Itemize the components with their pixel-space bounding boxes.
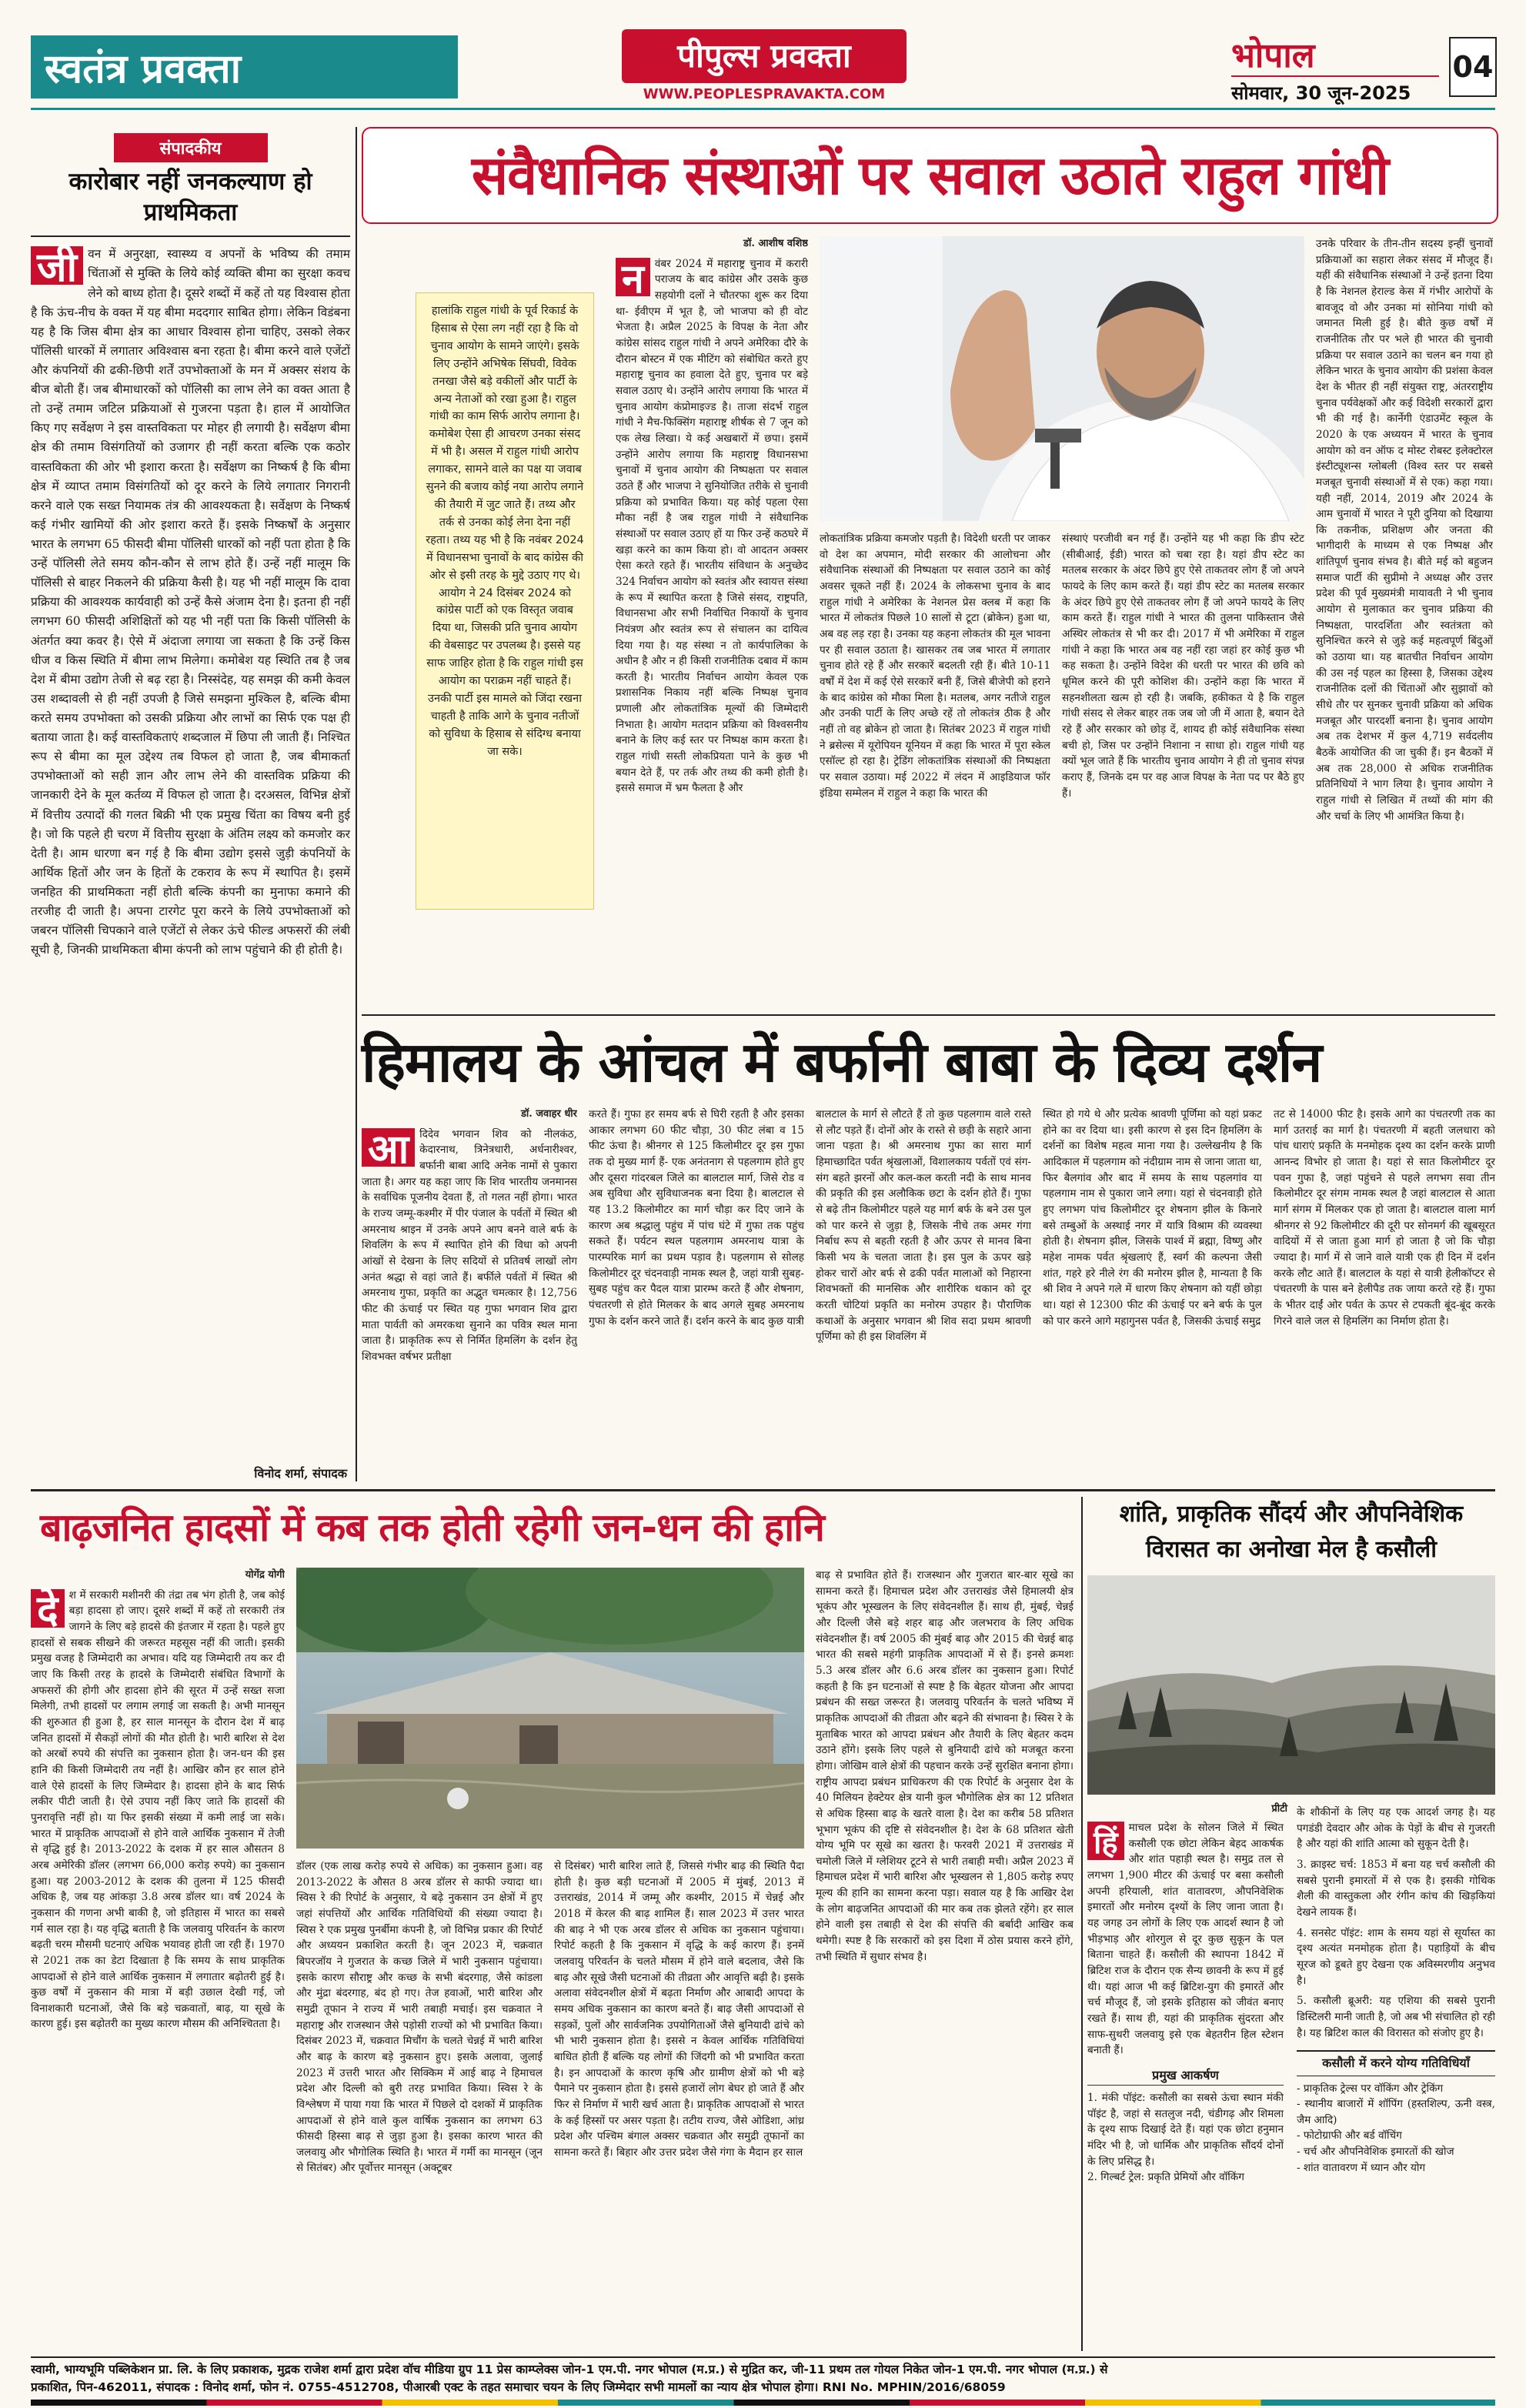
flood-col-4-text: बाढ़ से प्रभावित होते हैं। राजस्थान और गुजरात बार-बार सूखे का सामना करते हैं। हिमाचल प्रदेश और उत्तराखंड जैसे हिमालयी क्षेत्र भूकंप और भूस्खलन के लिए संवेदनशील हैं। साथ ही, मुंबई, चेन्नई और दिल्ली जैसे बड़े शहर बाढ़ और जलभराव के लिए अधिक संवेदनशील हैं। वर्ष 2005 की मुंबई बाढ़ और 2015 की चेन्नई बाढ़ भारत की सबसे महंगी प्राकृतिक आपदाओं में से हैं। इनसे क्रमशः 5.3 अरब डॉलर और 6.6 अरब डॉलर का नुकसान हुआ। रिपोर्ट कहती है कि इन घटनाओं से स्पष्ट है कि बेहतर योजना और आपदा प्रबंधन की सख्त जरूरत है। जलवायु परिवर्तन के चलते भविष्य में प्राकृतिक आपदाओं की तीव्रता और बढ़ने की संभावना है। स्विस रे के मुताबिक भारत को आपदा प्रबंधन और तैयारी के लिए बेहतर कदम उठाने होंगे। इसके लिए पहले से बुनियादी ढांचे को मजबूत करना होगा। जोखिम वाले क्षेत्रों की पहचान करके उन्हें सुरक्षित बनाना होगा। राष्ट्रीय आपदा प्रबंधन प्राधिकरण की एक रिपोर्ट के अनुसार देश के 40 मिलियन हेक्टेयर क्षेत्र यानी कुल भौगोलिक क्षेत्र का 12 प्रतिशत से अधिक हिस्सा बाढ़ के खतरे वाला है। देश का करीब 58 प्रतिशत भूभाग भूकंप की दृष्टि से संवेदनशील है। देश के 68 प्रतिशत खेती योग्य भूमि पर सूखे का खतरा है। फरवरी 2021 में उत्तराखंड में चमोली जिले में ग्लेशियर टूटने से भारी तबाही मची। अप्रैल 2023 में हिमाचल प्रदेश में भारी बारिश और भूस्खलन से 1,805 करोड़ रुपए मूल्य की हानि का सामना करना पड़ा। सवाल यह है कि आखिर देश के लोग बाढ़जनित आपदाओं की मार कब तक झेलते रहेंगे। हर साल होने वाली इस तबाही से देश की संपत्ति की बर्बादी आखिर कब थमेगी। स्पष्ट है कि सरकारों को इस दिशा में ठोस प्रयास करने होंगे, तभी स्थिति में सुधार संभव है।: [816, 1569, 1074, 1963]
paper-logo: [622, 29, 907, 83]
kasauli-headline-1: शांति, प्राकृतिक सौंदर्य और औपनिवेशिक: [1119, 1501, 1464, 1528]
kasauli-attraction-2: 2. गिल्बर्ट ट्रेल: प्रकृति प्रेमियों और वॉकिंग: [1087, 2171, 1244, 2184]
rahul-col-1-text: वंबर 2024 में महाराष्ट्र चुनाव में करारी पराजय के बाद कांग्रेस और उसके कुछ सहयोगी दलों ने चौतरफा शुरू कर दिया था- ईवीएम में भूत है, जो भाजपा को ही वोट भेजता है। अप्रैल 2025 के विपक्ष के नेता और कांग्रेस सांसद राहुल गांधी ने अपने अमेरिका दौरे के दौरान बोस्टन में एक मीटिंग को संबोधित करते हुए महाराष्ट्र चुनाव का हवाला देते हुए, चुनाव पर बड़े सवाल उठाए थे। उन्होंने आरोप लगाया कि भारत में चुनाव आयोग कंप्रोमाइज्ड है। ताजा संदर्भ राहुल गांधी ने मैच-फिक्सिंग महाराष्ट्र शीर्षक से 7 जून को एक लेख लिखा। ये कई अखबारों में छपा। इसमें उन्होंने आरोप लगाया कि महाराष्ट्र विधानसभा चुनावों में चुनाव आयोग की निष्पक्षता पर सवाल उठते हैं और भाजपा ने सुनियोजित तरीके से चुनावी प्रक्रिया को प्रभावित किया। यह कोई पहला ऐसा मौका नहीं है जब राहुल गांधी ने संवैधानिक संस्थाओं पर सवाल उठाए हों या फिर उन्हें कठघरे में खड़ा करने का काम किया हो। वो आदतन अक्सर ऐसा करते रहते हैं। भारतीय संविधान के अनुच्छेद 324 निर्वाचन आयोग को स्वतंत्र और स्वायत्त संस्था के रूप में स्थापित करता है जिसे संसद, राष्ट्रपति, विधानसभा और सभी निर्वाचित निकायों के चुनाव नियंत्रण और स्वतंत्र रूप से संचालन का दायित्व दिया गया है। यह संस्था न तो कार्यपालिका के अधीन है और न ही किसी राजनीतिक दबाव में काम करती है। भारतीय निर्वाचन आयोग केवल एक प्रशासनिक निकाय नहीं बल्कि निष्पक्ष चुनाव प्रणाली और लोकतांत्रिक मूल्यों की जिम्मेदारी निभाता है। आयोग मतदान प्रक्रिया को विश्वसनीय बनाने के लिए कई स्तर पर निष्पक्ष काम करता है। राहुल गांधी सस्ती लोकप्रियता पाने के कुछ भी बयान देते हैं, पर तर्क और तथ्य की कमी होती है। इससे समाज में भ्रम फैलता है और: [616, 257, 808, 795]
kasauli-col-2-intro: के शौकीनों के लिए यह एक आदर्श जगह है। यह पगडंडी देवदार और ओक के पेड़ों के बीच से गुजरती है और यहां की शांति आत्मा को सुकून देती है।: [1297, 1806, 1495, 1851]
rahul-col-1: [616, 236, 808, 1006]
rahul-col-3: [1062, 531, 1304, 1004]
imprint-line-1: स्वामी, भाग्यभूमि पब्लिकेशन प्रा. लि. के लिए प्रकाशक, मुद्रक राजेश शर्मा द्वारा प्रदेश वॉच मीडिया ग्रुप 11 प्रेस काम्प्लेक्स जोन-1 एम.पी. नगर भोपाल (म.प्र.) से मुद्रित कर, जी-11 प्रथम तल गोयल निकेत जोन-1 एम.पी. नगर भोपाल (म.प्र.) से: [31, 2363, 1108, 2376]
rahul-bottom-rule: [362, 1014, 1495, 1016]
himalaya-col-4: [1043, 1107, 1262, 1480]
kasauli-col-1: [1087, 1820, 1284, 2347]
rahul-col-4-text: उनके परिवार के तीन-तीन सदस्य इन्हीं चुनावों प्रक्रियाओं का सहारा लेकर संसद में मौजूद हैं। यहीं की संवैधानिक संस्थाओं ने उन्हें इतना दिया है कि नेशनल हेराल्ड केस में गंभीर आरोपों के बावजूद वो और उनका मां सोनिया गांधी को जमानत मिली हुई है। बीते कुछ वर्षों में राजनीतिक तौर पर भले ही भारत की चुनावी प्रक्रिया पर सवाल उठाने का चलन बन गया हो लेकिन भारत के चुनाव आयोग की प्रशंसा केवल देश के भीतर ही नहीं संयुक्त राष्ट्र, अंतरराष्ट्रीय चुनाव पर्यवेक्षकों और कई विदेशी सरकारों द्वारा भी की गई है। कार्नेगी एंडाउमेंट स्कूल के 2020 के एक अध्ययन में भारत के चुनाव आयोग को वन ऑफ द मोस्ट रोबस्ट इलेक्टोरल इंस्टीट्यूशन्स ग्लोबली (विश्व स्तर पर सबसे मजबूत चुनावी संस्थाओं में से एक) कहा गया। यही नहीं, 2014, 2019 और 2024 के आम चुनावों में भारत ने पूरी दुनिया को दिखाया कि तकनीक, प्रशिक्षण और जनता की भागीदारी के माध्यम से एक निष्पक्ष और शांतिपूर्ण चुनाव संभव है। बीते मई को बहुजन समाज पार्टी की सुप्रीमो ने अध्यक्ष और उत्तर प्रदेश की पूर्व मुख्यमंत्री मायावती ने भी चुनाव आयोग से मुलाकात कर चुनाव प्रक्रिया की निष्पक्षता, पारदर्शिता और स्वतंत्रता को सुनिश्चित करने से जुड़े कई महत्वपूर्ण बिंदुओं को उठाया था। यह बातचीत निर्वाचन आयोग की उस नई पहल का हिस्सा है, जिसका उद्देश्य राजनीतिक दलों की चिंताओं और सुझावों को सीधे तौर पर सुनकर चुनावी प्रक्रिया को अधिक मजबूत और पारदर्शी बनाना है। चुनाव आयोग अब तक देशभर में कुल 4,719 सर्वदलीय बैठकें आयोजित की जा चुकी हैं। इन बैठकों में अब तक 28,000 से अधिक राजनीतिक प्रतिनिधियों ने भाग लिया है। चुनाव आयोग ने राहुल गांधी से लिखित में तथ्यों की मांग की और चर्चा के लिए भी आमंत्रित किया है।: [1316, 238, 1493, 823]
kasauli-activity-1: - प्राकृतिक ट्रेल्स पर वॉकिंग और ट्रेकिंग: [1297, 2082, 1444, 2095]
himalaya-byline: डॉ. जवाहर धीर: [520, 1108, 577, 1120]
flood-col-1-text: श में सरकारी मशीनरी की तंद्रा तब भंग होती है, जब कोई बड़ा हादसा हो जाए। दूसरे शब्दों में कहें तो सरकारी तंत्र जागने के लिए बड़े हादसे की इंतजार में रहता है। पहले हुए हादसों से सबक सीखने की जरूरत महसूस नहीं की जाती। इसकी प्रमुख वजह है जिम्मेदारी का अभाव। यदि यह जिम्मेदारी तय कर दी जाए कि किसी तरह के हादसे के जिम्मेदारी संबंधित विभागों के अफसरों की होगी और हादसा होने की सूरत में उन्हें सख्त सजा मिलेगी, तभी हादसों पर लगाम लगाई जा सकती है। अभी मानसून की शुरुआत ही हुआ है, हर साल मानसून के दौरान देश में बाढ़ जनित हादसों में सैकड़ों लोगों की मौत होती है। भारी बारिश से देश को अरबों रुपये की संपत्ति का नुकसान होता है। जन-धन की इस हानि की किसी जिम्मेदारी तय नहीं है। आखिर कौन हर साल होने वाले ऐसे हादसों के लिए जिम्मेदार है। हादसा होने के बाद सिर्फ लकीर पीटी जाती है। ऐसे उपाय नहीं किए जाते कि हादसों की पुनरावृत्ति नहीं हो। या फिर इसकी संख्या में कमी लाई जा सके। भारत में प्राकृतिक आपदाओं से होने वाले आर्थिक नुकसान में तेजी से वृद्धि हुई है। 2013-2022 के दशक में हर साल औसतन 8 अरब अमेरिकी डॉलर (लगभग 66,000 करोड़ रुपये) का नुकसान हुआ। यह 2003-2012 के दशक की तुलना में 125 फीसदी अधिक है, जब यह आंकड़ा 3.8 अरब डॉलर था। वर्ष 2024 के नुकसान की गणना अभी बाकी है, जो इतिहास में भारत का सबसे गर्म साल रहा है। यह वृद्धि बताती है कि जलवायु परिवर्तन के कारण बढ़ती चरम मौसमी घटनाएं अधिक भयावह होती जा रही हैं। 1970 से 2021 तक का डेटा दिखाता है कि समय के साथ प्राकृतिक आपदाओं से होने वाले आर्थिक नुकसान में लगातार बढ़ोतरी हुई है। कुछ वर्षों में नुकसान की मात्रा में बड़ी उछाल देखी गई, जो विनाशकारी घटनाओं, जैसे कि बड़े चक्रवातों, बाढ़, या सूखे के कारण हुई। इस बढ़ोतरी का मुख्य कारण मौसम की अनिश्चितता है।: [31, 1588, 285, 2031]
rahul-pullquote-text: हालांकि राहुल गांधी के पूर्व रिकार्ड के हिसाब से ऐसा लग नहीं रहा है कि वो चुनाव आयोग के सामने जाएंगे। इसके लिए उन्होंने अभिषेक सिंघवी, विवेक तनखा जैसे बड़े वकीलों और पार्टी के अन्य नेताओं को रखा हुआ है। राहुल गांधी का काम सिर्फ आरोप लगाना है। कमोबेश ऐसा ही आचरण उनका संसद में भी है। असल में राहुल गांधी आरोप लगाकर, सामने वाले का पक्ष या जवाब सुनने की बजाय कोई नया आरोप लगाने की तैयारी में जुट जाते हैं। तथ्य और तर्क से उनका कोई लेना देना नहीं रहता। तथ्य यह भी है कि नवंबर 2024 में विधानसभा चुनावों के बाद कांग्रेस की ओर से इसी तरह के मुद्दे उठाए गए थे। आयोग ने 24 दिसंबर 2024 को कांग्रेस पार्टी को एक विस्तृत जवाब दिया था, जिसकी प्रति चुनाव आयोग की वेबसाइट पर उपलब्ध है। इससे यह साफ जाहिर होता है कि राहुल गांधी इस आयोग का पराक्रम नहीं चाहते हैं। उनकी पार्टी इस मामले को जिंदा रखना चाहती है ताकि आगे के चुनाव नतीजों को सुविधा के हिसाब से संदिग्ध बनाया जा सके।: [426, 305, 584, 758]
lower-section-rule: [31, 1489, 1495, 1491]
kasauli-photo: [1087, 1575, 1495, 1795]
kasauli-attraction-1: 1. मंकी पॉइंट: कसौली का सबसे ऊंचा स्थान मंकी पॉइंट है, जहां से सतलुज नदी, चंडीगढ़ और शिमला के दृश्य साफ दिखाई देते हैं। यहां एक छोटा हनुमान मंदिर भी है, जो धार्मिक और प्राकृतिक सौंदर्य दोनों के लिए प्रसिद्ध है।: [1087, 2092, 1284, 2168]
masthead-rule: [31, 108, 1495, 110]
page-number: 04: [1452, 50, 1494, 84]
rahul-col-2-text: लोकतांत्रिक प्रक्रिया कमजोर पड़ती है। विदेशी धरती पर जाकर वो देश का अपमान, मोदी सरकार की आलोचना और संवैधानिक संस्थाओं की निष्पक्षता पर सवाल उठाने का कोई अवसर चूकते नहीं हैं। 2024 के लोकसभा चुनाव के बाद राहुल गांधी ने अमेरिका के नेशनल प्रेस क्लब में कहा कि भारत में लोकतंत्र पिछले 10 सालों से टूटा (ब्रोकेन) हुआ था, अब वह लड़ रहा है। उनका यह कहना लोकतंत्र की मूल भावना पर ही सवाल उठाता है। खासकर तब जब भारत में लगातार चुनाव होते रहे हैं और सरकारें बदलती रही हैं। बीते 10-11 वर्षों में देश में कई ऐसे सरकारें बनी हैं, जिसे बीजेपी को हराने के बाद कांग्रेस को मौका मिला है। मतलब, अगर नतीजे राहुल और उनकी पार्टी के लिए अच्छे रहें तो लोकतंत्र ठीक है और नहीं तो वह ब्रोकेन हो जाता है। सितंबर 2023 में राहुल गांधी ने ब्रसेल्स में यूरोपियन यूनियन में कहा कि भारत में पूरा स्केल एसॉल्ट हो रहा है। ट्रेडिंग लोकतांत्रिक संस्थाओं की निष्पक्षता पर सवाल उठाया। मई 2022 में लंदन में आइडियाज फॉर इंडिया सम्मेलन में राहुल ने कहा कि भारत की: [820, 533, 1050, 800]
imprint-line-2: प्रकाशित, पिन-462011, संपादक : विनोद शर्मा, फोन नं. 0755-4512708, पीआरबी एक्ट के तहत समाचार चयन के लिए जिम्मेदार सभी मामलों का न्याय क्षेत्र भोपाल होगा। RNI No. MPHIN/2016/68059: [31, 2380, 1006, 2395]
flood-col-2: [296, 1859, 543, 2345]
footer-rule: [31, 2356, 1495, 2358]
imprint-line: [31, 2361, 1495, 2397]
kasauli-item-5: 5. कसौली ब्रूअरी: यह एशिया की सबसे पुरानी डिस्टिलरी मानी जाती है, जो अब भी संचालित हो रही है। यह ब्रिटिश काल की विरासत को संजोए हुए है।: [1297, 1995, 1495, 2039]
himalaya-article: [362, 1024, 1495, 1485]
rahul-article: [362, 127, 1495, 1012]
editorial-divider: [356, 127, 357, 1481]
kasauli-activity-3: - फोटोग्राफी और बर्ड वॉचिंग: [1297, 2129, 1402, 2142]
rahul-headline-box: [362, 127, 1498, 224]
left-brand-banner: [31, 35, 458, 99]
kasauli-dropcap: हिं: [1087, 1822, 1124, 1860]
editorial-dropcap: जी: [31, 246, 83, 285]
himalaya-col-1: [362, 1107, 577, 1480]
flood-dropcap: दे: [31, 1589, 65, 1628]
himalaya-col-5-text: तट से 14000 फीट है। इसके आगे का पंचतरणी तक का मार्ग उतराई का मार्ग है। पंचतरणी में बहती जलधारा को पांच धाराएं प्रकृति के मनमोहक दृश्य का दर्शन करके प्राणी आनन्द विभोर हो जाता है। यहां से सात किलोमीटर दूर पवन गुफा है, जहां पहुंचने से पहले लगभग सवा तीन किलोमीटर दूर संगम नामक स्थल है जहां बालटाल से आता मार्ग संगम में मिलकर एक हो जाता है। बालटाल वाला मार्ग श्रीनगर से 92 किलोमीटर की दूरी पर सोनमर्ग की खूबसूरत वादियों में से जाता हुआ मार्ग हो जाता है जो कि चौड़ा ज्यादा है। मार्ग में से जाने वाले यात्री एक ही दिन में दर्शन करके लौट आते हैं। बालटाल के यहां से यात्री हेलीकॉप्टर से पंचतरणी के पास बने हेलीपैड तक जाया करते रहे हैं। गुफा के भीतर दाईं ओर पर्वत के ऊपर से टपकती बूंद-बूंद करके गिरने वाले जल से हिमलिंग का निर्माण होता है।: [1274, 1108, 1495, 1328]
kasauli-headline-2: विरासत का अनोखा मेल है कसौली: [1146, 1536, 1437, 1563]
masthead: [0, 0, 1526, 112]
flood-article: [31, 1497, 1077, 2351]
himalaya-col-3-text: बालटाल के मार्ग से लौटते हैं तो कुछ पहलगाम वाले रास्ते से लौट पड़ते हैं। दोनों ओर के रास्ते से छड़ी के सहारे आना जाना पड़ता है। श्री अमरनाथ गुफा का सारा मार्ग हिमाच्छादित पर्वत श्रृंखलाओं, विशालकाय पर्वतों एवं संग-संग बहते झरनों और कल-कल करती नदी के साथ मानव की प्रकृति की इस अलौकिक छटा के दर्शन होते हैं। गुफा से बढ़े तीन किलोमीटर पहले यह मार्ग बर्फ के बने उस पुल को पार करने से जुड़ा है, जिसके नीचे तक अमर गंगा निर्बाध रूप से बहती रहती है और ऊपर से मानव बिना किसी भय के चलता जाता है। इस पुल के ऊपर खड़े होकर चारों ओर बर्फ से ढकी पर्वत मालाओं को निहारना शिवभक्तों की मानसिक और शारीरिक थकान को दूर करती चोटियां प्रकृति का मनोरम उपहार है। पौराणिक कथाओं के अनुसार भगवान श्री शिव सदा प्रथम श्रावणी पूर्णिमा को ही इस शिवलिंग में: [816, 1108, 1031, 1344]
himalaya-col-2-text: करते हैं। गुफा हर समय बर्फ से घिरी रहती है और इसका आकार लगभग 60 फीट चौड़ा, 30 फीट लंबा व 15 फीट ऊंचा है। श्रीनगर से 125 किलोमीटर दूर इस गुफा तक दो मुख्य मार्ग हैं- एक अनंतनाग से पहलगाम होते हुए और दूसरा गांदरबल जिले का बालटाल मार्ग, जिसे रोड व अब सुविधा और सुविधाजनक बना दिया है। बालटाल से यह 13.2 किलोमीटर का मार्ग चौड़ा कर दिए जाने के कारण अब श्रद्धालु पहुंच में पांच घंटे में गुफा तक पहुंच सकते हैं। पर्यटन स्थल पहलगाम अमरनाथ यात्रा के पारम्परिक मार्ग का प्रथम पड़ाव है। पहलगाम से सोलह किलोमीटर दूर चंदनवाड़ी नामक स्थल है, जहां यात्री सुबह-सुबह पहुंच कर पैदल यात्रा प्रारम्भ करते हैं और शेषनाग, पंचतरणी से होते मिलकर के बाद अगले सुबह अमरनाथ गुफा के दर्शन करने जाते हैं। दर्शन करने के बाद कुछ यात्री: [589, 1108, 804, 1328]
kasauli-attractions-heading: प्रमुख आकर्षण: [1087, 2066, 1284, 2086]
rahul-dropcap: न: [616, 258, 650, 296]
rahul-pullquote: [416, 292, 594, 910]
flood-col-2-text: डॉलर (एक लाख करोड़ रुपये से अधिक) का नुकसान हुआ। वह 2013-2022 के औसत 8 अरब डॉलर से काफी ज्यादा था। स्विस रे की रिपोर्ट के अनुसार, ये बढ़े नुकसान उन क्षेत्रों में हुए जहां संपत्तियों और आर्थिक गतिविधियों की संख्या ज्यादा है। स्विस रे एक प्रमुख पुनर्बीमा कंपनी है, जो विभिन्न प्रकार की रिपोर्ट और अध्ययन प्रकाशित करती है। जून 2023 में, चक्रवात बिपरजॉय ने गुजरात के कच्छ जिले में भारी नुकसान पहुंचाया। इसके कारण सौराष्ट्र और कच्छ के सभी बंदरगाह, जैसे कांडला और मुंद्रा बंदरगाह, बंद हो गए। तेज हवाओं, भारी बारिश और समुद्री तूफान ने राज्य में भारी तबाही मचाई। इस चक्रवात ने महाराष्ट्र और राजस्थान जैसे पड़ोसी राज्यों को भी प्रभावित किया। दिसंबर 2023 में, चक्रवात मिचौंग के चलते चेन्नई में भारी बारिश और बाढ़ के कारण बड़े नुकसान हुए। इसके अलावा, जुलाई 2023 में उत्तरी भारत और सिक्किम में आई बाढ़ ने हिमाचल प्रदेश और दिल्ली को बुरी तरह प्रभावित किया। स्विस रे के विश्लेषण में पाया गया कि भारत में पिछले दो दशकों में प्राकृतिक आपदाओं से होने वाले कुल वार्षिक नुकसान का लगभग 63 फीसदी हिस्सा बाढ़ से जुड़ा हुआ है। इसका कारण भारत की जलवायु और भौगोलिक स्थिति है। भारत में गर्मी का मानसून (जून से सितंबर) और पूर्वोत्तर मानसून (अक्टूबर: [296, 1860, 543, 2175]
rahul-photo-illustration: [820, 236, 1304, 521]
rahul-byline: डॉ. आशीष वशिष्ठ: [743, 238, 808, 249]
rahul-gandhi-photo: [820, 236, 1304, 521]
masthead-city-underline: [1231, 75, 1439, 77]
himalaya-col-4-text: स्थित हो गये थे और प्रत्येक श्रावणी पूर्णिमा को यहां प्रकट होने का वर दिया था। इसी कारण से इस दिन हिमलिंग के दर्शनों का विशेष महत्व माना गया है। उल्लेखनीय है कि आदिकाल में पहलगाम को नंदीग्राम नाम से जाना जाता था, फिर बैलगांव और बाद में समय के साथ पहलगांव या पहलगाम नाम से पुकारा जाने लगा। यहां से चंदनवाड़ी होते हुए लगभग पांच किलोमीटर दूर शेषनाग झील के किनारे बसे तम्बुओं के अस्थाई नगर में यात्रि विश्राम की व्यवस्था होती है। शेषनाग झील, जिसके पार्श्व में ब्रह्मा, विष्णु और महेश नामक पर्वत श्रृंखलाएं हैं, स्वर्ग की कल्पना जैसी शांत, गहरे हरे नीले रंग की मनोरम झील है, मान्यता है कि श्री शिव ने अपने गले में धारण किए शेषनाग को यहीं छोड़ा था। यहां से 12300 फीट की ऊंचाई पर बने बर्फ के पुल को पार करने आगे महागुनस पर्वत है, जिसकी ऊंचाई समुद्र: [1043, 1108, 1262, 1328]
editorial-badge: संपादकीय: [114, 133, 268, 162]
rahul-col-3-text: संस्थाएं परजीवी बन गई हैं। उन्होंने यह भी कहा कि डीप स्टेट (सीबीआई, ईडी) भारत को चबा रहा है। यहां डीप स्टेट का मतलब सरकार के अंदर छिपे हुए ऐसे ताकतवर लोग हैं जो अपने फायदे के लिए काम करते हैं। यहां डीप स्टेट का मतलब सरकार के अंदर छिपे हुए ऐसे ताकतवर लोग हैं जो अपने फायदे के लिए काम करते हैं। राहुल गांधी ने भारत की तुलना पाकिस्तान जैसे अस्थिर लोकतंत्र से भी कर दी। 2017 में भी अमेरिका में राहुल गांधी ने कहा कि भारत अब वह नहीं रहा जहां हर कोई कुछ भी कह सकता है। उन्होंने विदेश की धरती पर भारत की छवि को धूमिल करने की पूरी कोशिश की। उन्होंने कहा कि भारत में सहनशीलता खत्म हो रही है। जबकि, हकीकत ये है कि राहुल गांधी संसद से लेकर बाहर तक जब जो जी में आता है, बयान देते रहे हैं और सरकार को छोड़ दें, शायद ही कोई संवैधानिक संस्था बची हो, जिस पर उन्होंने निशाना न साधा हो। राहुल गांधी यह क्यों भूल जाते हैं कि भारतीय चुनाव आयोग ने ही तो चुनाव संपन्न कराए हैं, जिनके दम पर वह आज विपक्ष के नेता पद पर बैठे हुए हैं।: [1062, 533, 1304, 800]
kasauli-col-1-text: माचल प्रदेश के सोलन जिले में स्थित कसौली एक छोटा लेकिन बेहद आकर्षक और शांत पहाड़ी स्थल है। समुद्र तल से लगभग 1,900 मीटर की ऊंचाई पर बसा कसौली अपनी हरियाली, शांत वातावरण, औपनिवेशिक इमारतों और मनोरम दृश्यों के लिए जाना जाता है। यह जगह उन लोगों के लिए एक आदर्श स्थान है जो भीड़भाड़ और शोरगुल से दूर कुछ सुकून के पल बिताना चाहते हैं। कसौली की स्थापना 1842 में ब्रिटिश राज के दौरान एक सैन्य छावनी के रूप में हुई थी। यहां आज भी कई ब्रिटिश-युग की इमारतें और चर्च मौजूद हैं, जो इसके इतिहास को जीवंत बनाए रखते हैं। साथ ही, यहां की प्राकृतिक सुंदरता और साफ-सुथरी जलवायु इसे एक बेहतरीन हिल स्टेशन बनाती हैं।: [1087, 1822, 1284, 2057]
kasauli-photo-illustration: [1087, 1575, 1495, 1795]
kasauli-item-3: 3. क्राइस्ट चर्च: 1853 में बना यह चर्च कसौली की सबसे पुरानी इमारतों में से एक है। इसकी गोथिक शैली की वास्तुकला और रंगीन कांच की खिड़कियां देखने लायक हैं।: [1297, 1858, 1495, 1919]
flood-photo: [296, 1568, 804, 1849]
kasauli-col-2: [1297, 1805, 1495, 2347]
kasauli-item-4: 4. सनसेट पॉइंट: शाम के समय यहां से सूर्यास्त का दृश्य अत्यंत मनमोहक होता है। पहाड़ियों के बीच सूरज को डूबते हुए देखना एक अविस्मरणीय अनुभव है।: [1297, 1926, 1495, 1987]
himalaya-col-2: [589, 1107, 804, 1480]
editorial-text: वन में अनुरक्षा, स्वास्थ्य व अपनों के भविष्य की तमाम चिंताओं से मुक्ति के लिये कोई व्यक्ति बीमा का सुरक्षा कवच लेने को बाध्य होता है। दूसरे शब्दों में कहें तो यह विश्वास होता है कि ऊंच-नीच के वक्त में यह बीमा मददगार साबित होगा। लेकिन विडंबना यह है कि जिस बीमा क्षेत्र का आधार विश्वास होना चाहिए, उसको लेकर पॉलिसी धारकों में लगातार अविश्वास बना रहता है। बीमा करने वाले एजेंटों और कंपनियों की ढकी-छिपी शर्तें उपभोक्ताओं के मन में अक्सर संशय के बीज बोती हैं। जब बीमाधारकों को पॉलिसी का लाभ लेने का वक्त आता है तो उन्हें तमाम जटिल प्रक्रियाओं से गुजरना पड़ता है। हाल में आयोजित किए गए सर्वेक्षण ने इस वास्तविकता पर मोहर ही लगायी है। सर्वेक्षण बीमा क्षेत्र की तमाम विसंगतियों को उजागर ही नहीं करता बल्कि एक कठोर वास्तविकता की ओर भी इशारा करता है। सर्वेक्षण का निष्कर्ष है कि बीमा क्षेत्र में व्याप्त तमाम विसंगतियों को दूर करने के लिये लगातार निगरानी करने वाले एक सख्त नियामक तंत्र की आवश्यकता है। सर्वेक्षण के निष्कर्ष कई गंभीर खामियों की ओर इशारा करते हैं। इसके निष्कर्षों के अनुसार भारत के लगभग 65 फीसदी बीमा पॉलिसी धारकों को नहीं पता होता है कि उन्हें पॉलिसी लेते समय कौन-कौन से लाभ होते हैं। उन्हें नहीं मालूम कि पॉलिसी से बाहर निकलने की प्रक्रिया कैसी है। यह भी नहीं मालूम कि दावा प्रक्रिया की आवश्यक कार्यवाही को उन्हें कैसे अंजाम देना है। इतना ही नहीं लगभग 60 फीसदी अशिक्षितों को यह भी नहीं पता कि किसी पॉलिसी के अंतर्गत क्या कवर है। ऐसे में अंदाजा लगाया जा सकता है कि उन्हें किस धीज व किस स्थिति में बीमा लाभ मिलेगा। कमोबेश यह स्थिति तब है जब देश में बीमा उद्योग तेजी से बढ़ रहा है। निस्संदेह, यह समझ की कमी केवल उस शब्दावली से ही नहीं उपजी है जिसे समझना मुश्किल है, बल्कि बीमा करते समय उपभोक्ता को उसकी प्रक्रिया और लाभों का सिर्फ एक पक्ष ही बताया जाता है। कई वास्तविकताएं शब्दजाल में छिपा ली जाती हैं। निश्चित रूप से बीमा का मूल उद्देश्य तब विफल हो जाता है, जब बीमाकर्ता उपभोक्ताओं को सही ज्ञान और लाभ लेने की वास्तविक प्रक्रिया की जानकारी देने के मूल कर्तव्य में विफल हो जाता है। दरअसल, विभिन्न क्षेत्रों में वित्तीय उत्पादों की गलत बिक्री भी एक प्रमुख चिंता का विषय बनी हुई है। जो कि पहले ही चरण में वित्तीय सुरक्षा के अंतिम लक्ष्य को कमजोर कर देती है। आम धारणा बन गई है कि बीमा उद्योग इससे जुड़ी कंपनियों के आर्थिक हितों और जन के हितों के टकराव के रूप में स्थापित है। इसमें जनहित की प्राथमिकता नहीं होती बल्कि कंपनी का मुनाफा कमाने की तरजीह दी जाती है। अपना टारगेट पूरा करने के लिये उपभोक्ताओं को जबरन पॉलिसी चिपकाने वाले एजेंटों से लेकर ऊंचे फील्ड अफसरों की लंबी सूची है, जिनकी प्राथमिकता बीमा कंपनी को लाभ पहुंचाने की ही होती है।: [31, 247, 350, 957]
paper-url: WWW.PEOPLESPRAVAKTA.COM: [643, 86, 886, 102]
kasauli-article: [1087, 1497, 1495, 2351]
himalaya-col-5: [1274, 1107, 1495, 1480]
kasauli-activities-heading: कसौली में करने योग्य गतिविधियाँ: [1297, 2050, 1495, 2076]
rahul-col-2: [820, 531, 1050, 1004]
flood-col-3: [554, 1859, 804, 2345]
flood-divider: [1081, 1497, 1083, 2351]
kasauli-activity-2: - स्थानीय बाजारों में शॉपिंग (हस्तशिल्प, ऊनी वस्त्र, जैम आदि): [1297, 2098, 1495, 2126]
flood-col-3-text: से दिसंबर) भारी बारिश लाते हैं, जिससे गंभीर बाढ़ की स्थिति पैदा होती है। कुछ बड़ी घटनाओं में 2005 में मुंबई, 2013 में उत्तराखंड, 2014 में जम्मू और कश्मीर, 2015 में चेन्नई और 2018 में केरल की बाढ़ शामिल हैं। साल 2023 में उत्तर भारत की बाढ़ ने भी एक अरब डॉलर से अधिक का नुकसान पहुंचाया। रिपोर्ट कहती है कि नुकसान में वृद्धि के कई कारण हैं। इनमें जलवायु परिवर्तन के चलते मौसम में होने वाले बदलाव, जैसे कि बाढ़ और सूखे जैसी घटनाओं की तीव्रता और आवृत्ति बढ़ी है। इसके अलावा संवेदनशील क्षेत्रों में बढ़ता निर्माण और आबादी आपदा के समय अधिक नुकसान का कारण बनते हैं। बाढ़ जैसी आपदाओं से सड़कों, पुलों और सार्वजनिक उपयोगिताओं जैसे बुनियादी ढांचे को भी भारी नुकसान होता है। इससे न केवल आर्थिक गतिविधियां बाधित होती हैं बल्कि यह लोगों की जिंदगी को भी प्रभावित करता है। इन आपदाओं के कारण कृषि और ग्रामीण क्षेत्रों को भी बड़े पैमाने पर नुकसान होता है। इससे हजारों लोग बेघर हो जाते हैं और फिर से निर्माण में भारी खर्च आता है। प्राकृतिक आपदाओं से भारत के कई हिस्सों पर असर पड़ता है। तटीय राज्य, जैसे ओडिशा, आंध्र प्रदेश और पश्चिम बंगाल अक्सर चक्रवात और समुद्री तूफानों का सामना करते हैं। बिहार और उत्तर प्रदेश जैसे गंगा के मैदान हर साल: [554, 1860, 804, 2159]
kasauli-activity-4: - चर्च और औपनिवेशिक इमारतों की खोज: [1297, 2146, 1454, 2159]
editorial-body: [31, 245, 350, 960]
registration-bar: [31, 2400, 1495, 2406]
rahul-headline: संवैधानिक संस्थाओं पर सवाल उठाते राहुल गांधी: [471, 144, 1389, 207]
flood-photo-illustration: [296, 1568, 804, 1849]
kasauli-byline: प्रीटी: [1271, 1803, 1287, 1815]
himalaya-dropcap: आ: [362, 1128, 415, 1167]
page-number-box: [1449, 37, 1497, 97]
paper-name: पीपुल्स प्रवक्ता: [677, 37, 851, 75]
editorial-section: [31, 127, 350, 1481]
issue-date: सोमवार, 30 जून-2025: [1231, 82, 1411, 104]
editorial-headline: कारोबार नहीं जनकल्याण हो प्राथमिकता: [31, 167, 350, 237]
himalaya-col-3: [816, 1107, 1031, 1480]
flood-col-1: [31, 1568, 285, 2345]
himalaya-headline: हिमालय के आंचल में बर्फानी बाबा के दिव्य दर्शन: [362, 1030, 1322, 1094]
kasauli-activity-5: - शांत वातावरण में ध्यान और योग: [1297, 2161, 1426, 2174]
city-name: भोपाल: [1231, 36, 1315, 75]
himalaya-col-1-text: दिदेव भगवान शिव को नीलकंठ, केदारनाथ, त्रिनेत्रधारी, अर्धनारीश्वर, बर्फानी बाबा आदि अनेक नामों से पुकारा जाता है। अगर यह कहा जाए कि शिव भारतीय जनमानस के सर्वाधिक पूजनीय देवता हैं, तो गलत नहीं होगा। भारत के राज्य जम्मू-कश्मीर में पीर पंजाल के पर्वतों में स्थित श्री अमरनाथ श्राइन में उनके अपने आप बनने वाले बर्फ के शिवलिंग के रूप में स्थापित होने की विधा को अपनी आंखों से देखना के लिए सदियों से प्रतिवर्ष लाखों लोग अनंत श्रद्धा से वहां जाते हैं। बर्फीले पर्वतों में स्थित श्री अमरनाथ गुफा, प्रकृति का अद्भुत चमत्कार है। 12,756 फीट की ऊंचाई पर स्थित यह गुफा भगवान शिव द्वारा माता पार्वती को अमरकथा सुनाने का पवित्र स्थल माना जाता है। प्राकृतिक रूप से निर्मित हिमलिंग के दर्शन हेतु शिवभक्त वर्षभर प्रतीक्षा: [362, 1127, 577, 1363]
flood-col-4: [816, 1568, 1074, 2345]
editorial-signature: विनोद शर्मा, संपादक: [254, 1466, 347, 1481]
flood-headline: बाढ़जनित हादसों में कब तक होती रहेगी जन-धन की हानि: [40, 1505, 824, 1550]
rahul-col-4: [1316, 236, 1493, 1006]
left-brand-title: स्वतंत्र प्रवक्ता: [45, 46, 242, 92]
flood-byline: योगेंद्र योगी: [245, 1569, 285, 1581]
